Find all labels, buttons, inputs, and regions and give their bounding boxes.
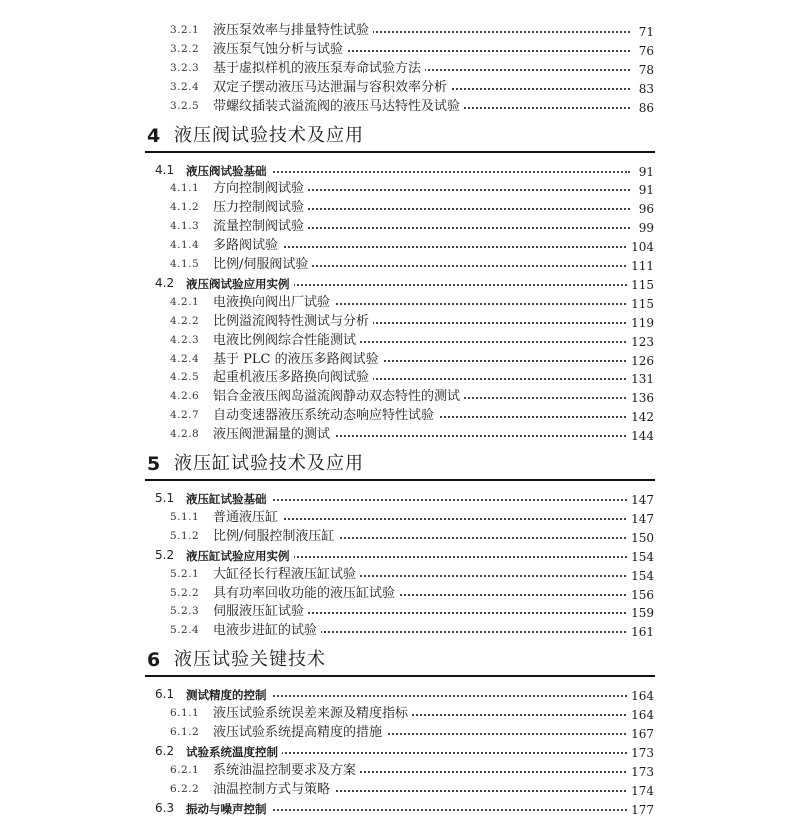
toc-title: 多路阀试验	[213, 237, 282, 255]
toc-subsection-row[interactable]	[0, 369, 800, 387]
toc-subsection-row[interactable]	[0, 781, 800, 799]
toc-subsection-row[interactable]	[0, 218, 800, 236]
toc-subsection-row[interactable]	[0, 585, 800, 603]
toc-page-number: 123	[628, 333, 654, 351]
toc-section-row[interactable]	[0, 162, 800, 180]
toc-number: 5.2.1	[170, 567, 200, 580]
toc-title: 流量控制阀试验	[213, 218, 308, 236]
toc-page-number: 86	[636, 99, 654, 117]
toc-title: 伺服液压缸试验	[213, 603, 308, 621]
toc-subsection-row[interactable]	[0, 60, 800, 78]
toc-page-number: 174	[628, 782, 654, 800]
toc-subsection-row[interactable]	[0, 724, 800, 742]
toc-title: 比例溢流阀特性测试与分析	[213, 313, 373, 331]
toc-title: 方向控制阀试验	[213, 180, 308, 198]
toc-page-number: 76	[636, 42, 654, 60]
toc-page-number: 131	[628, 370, 654, 388]
toc-number: 6.1.2	[170, 726, 200, 738]
toc-title: 油温控制方式与策略	[213, 781, 334, 799]
toc-title: 液压阀泄漏量的测试	[213, 426, 334, 444]
toc-subsection-row[interactable]	[0, 22, 800, 40]
toc-title: 基于 PLC 的液压多路阀试验	[213, 351, 383, 369]
toc-subsection-row[interactable]	[0, 41, 800, 59]
toc-title: 液压缸试验应用实例	[186, 547, 294, 565]
toc-number: 3.2.2	[170, 42, 200, 55]
toc-number: 4.2.6	[170, 390, 200, 403]
toc-page-number: 111	[628, 257, 654, 275]
toc-number: 5.2.3	[170, 605, 200, 618]
toc-number: 4.2.8	[170, 428, 200, 441]
toc-page-number: 173	[628, 763, 654, 781]
toc-title: 测试精度的控制	[186, 686, 271, 704]
chapter-heading[interactable]	[0, 452, 800, 476]
toc-page-number: 144	[628, 427, 654, 445]
toc-title: 比例/伺服控制液压缸	[213, 528, 338, 546]
toc-number: 6.2.1	[170, 763, 200, 776]
toc-number: 6.1	[155, 687, 175, 702]
chapter-number: 4	[147, 124, 161, 147]
toc-number: 4.1.4	[170, 239, 200, 252]
toc-subsection-row[interactable]	[0, 622, 800, 640]
toc-subsection-row[interactable]	[0, 199, 800, 217]
toc-page-number: 91	[636, 163, 654, 181]
toc-number: 4.2	[155, 275, 175, 290]
toc-page-number: 119	[628, 314, 654, 332]
toc-subsection-row[interactable]	[0, 237, 800, 255]
toc-number: 3.2.1	[170, 24, 200, 36]
toc-page-number: 164	[628, 706, 654, 724]
toc-section-row[interactable]	[0, 275, 800, 293]
toc-title: 系统油温控制要求及方案	[213, 762, 360, 780]
chapter-heading[interactable]	[0, 648, 800, 672]
chapter-heading[interactable]	[0, 124, 800, 148]
toc-page-number: 154	[628, 548, 654, 566]
toc-subsection-row[interactable]	[0, 566, 800, 584]
toc-title: 试验系统温度控制	[186, 743, 282, 761]
toc-number: 6.3	[155, 800, 175, 815]
toc-number: 4.2.3	[170, 333, 200, 346]
toc-title: 铝合金液压阀岛溢流阀静动双态特性的测试	[213, 388, 464, 406]
toc-section-row[interactable]	[0, 743, 800, 761]
toc-page-number: 142	[628, 408, 654, 426]
toc-page-number: 156	[628, 586, 654, 604]
toc-subsection-row[interactable]	[0, 98, 800, 116]
toc-page-number: 147	[628, 491, 654, 509]
toc-subsection-row[interactable]	[0, 79, 800, 97]
toc-title: 大缸径长行程液压缸试验	[213, 566, 360, 584]
toc-title: 比例/伺服阀试验	[213, 256, 312, 274]
toc-title: 液压试验系统误差来源及精度指标	[213, 705, 412, 723]
chapter-title: 液压试验关键技术	[174, 649, 326, 671]
toc-number: 6.2	[155, 743, 175, 758]
toc-page-number: 126	[628, 352, 654, 370]
toc-subsection-row[interactable]	[0, 388, 800, 406]
toc-section-row[interactable]	[0, 490, 800, 508]
toc-page-number: 115	[628, 276, 654, 294]
toc-subsection-row[interactable]	[0, 180, 800, 198]
toc-title: 电液比例阀综合性能测试	[213, 332, 360, 350]
toc-number: 4.1.2	[170, 201, 200, 214]
toc-subsection-row[interactable]	[0, 294, 800, 312]
toc-page-number: 96	[636, 200, 654, 218]
chapter-number: 5	[147, 453, 161, 475]
toc-title: 液压阀试验基础	[186, 162, 271, 180]
toc-page-number: 161	[628, 623, 654, 641]
toc-title: 起重机液压多路换向阀试验	[213, 369, 373, 387]
toc-title: 压力控制阀试验	[213, 199, 308, 217]
chapter-rule	[145, 479, 655, 481]
toc-section-row[interactable]	[0, 800, 800, 818]
toc-page-number: 164	[628, 687, 654, 705]
toc-number: 4.1	[155, 162, 175, 177]
toc-subsection-row[interactable]	[0, 426, 800, 444]
toc-number: 3.2.5	[170, 99, 200, 112]
toc-title: 液压泵气蚀分析与试验	[213, 41, 347, 59]
toc-title: 液压阀试验应用实例	[186, 275, 294, 293]
toc-number: 4.2.2	[170, 314, 200, 327]
toc-number: 5.1	[155, 491, 175, 505]
toc-subsection-row[interactable]	[0, 509, 800, 527]
toc-number: 4.1.5	[170, 258, 200, 270]
toc-page-number: 91	[636, 181, 654, 199]
chapter-rule	[145, 151, 655, 153]
toc-number: 4.2.7	[170, 409, 200, 422]
toc-subsection-row[interactable]	[0, 762, 800, 780]
toc-number: 6.1.1	[170, 707, 200, 720]
toc-number: 5.1.2	[170, 529, 200, 542]
toc-page-number: 99	[636, 219, 654, 237]
toc-page-number: 83	[636, 80, 654, 98]
toc-number: 3.2.4	[170, 80, 200, 93]
toc-page-number: 136	[628, 389, 654, 407]
toc-page-number: 71	[636, 23, 654, 41]
toc-subsection-row[interactable]	[0, 705, 800, 723]
toc-number: 4.2.1	[170, 295, 200, 308]
toc-number: 3.2.3	[170, 61, 200, 74]
toc-title: 带螺纹插装式溢流阀的液压马达特性及试验	[213, 98, 464, 116]
toc-title: 电液换向阀出厂试验	[213, 294, 334, 312]
toc-page-number: 78	[636, 61, 654, 79]
toc-number: 5.1.1	[170, 510, 200, 523]
toc-section-row[interactable]	[0, 547, 800, 565]
toc-title: 液压缸试验基础	[186, 490, 271, 508]
toc-subsection-row[interactable]	[0, 256, 800, 274]
toc-number: 6.2.2	[170, 782, 200, 795]
toc-page-number: 159	[628, 604, 654, 622]
chapter-number: 6	[147, 649, 161, 672]
toc-number: 4.2.5	[170, 371, 200, 384]
toc-title: 自动变速器液压系统动态响应特性试验	[213, 407, 438, 425]
toc-section-row[interactable]	[0, 686, 800, 704]
toc-number: 4.2.4	[170, 352, 200, 365]
toc-page-number: 147	[628, 510, 654, 528]
toc-title: 振动与噪声控制	[186, 800, 271, 818]
toc-title: 液压试验系统提高精度的措施	[213, 724, 386, 742]
chapter-title: 液压缸试验技术及应用	[174, 453, 364, 474]
toc-number: 5.2.2	[170, 586, 200, 599]
toc-subsection-row[interactable]	[0, 407, 800, 425]
toc-subsection-row[interactable]	[0, 351, 800, 369]
toc-title: 具有功率回收功能的液压缸试验	[213, 585, 399, 603]
toc-page-number: 154	[628, 567, 654, 585]
toc-subsection-row[interactable]	[0, 332, 800, 350]
toc-number: 4.1.3	[170, 220, 200, 233]
chapter-rule	[145, 675, 655, 677]
toc-page-number: 177	[628, 801, 654, 819]
toc-number: 4.1.1	[170, 182, 200, 195]
toc-page-number: 115	[628, 295, 654, 313]
chapter-title: 液压阀试验技术及应用	[174, 124, 364, 146]
toc-subsection-row[interactable]	[0, 603, 800, 621]
toc-title: 液压泵效率与排量特性试验	[213, 22, 373, 40]
toc-subsection-row[interactable]	[0, 528, 800, 546]
toc-title: 电液步进缸的试验	[213, 622, 321, 640]
toc-subsection-row[interactable]	[0, 313, 800, 331]
toc-page-number: 150	[628, 529, 654, 547]
toc-page-number: 167	[628, 725, 654, 743]
toc-page-number: 104	[628, 238, 654, 256]
toc-number: 5.2	[155, 547, 175, 562]
toc-title: 双定子摆动液压马达泄漏与容积效率分析	[213, 79, 451, 97]
toc-number: 5.2.4	[170, 624, 200, 637]
toc-page-number: 173	[628, 744, 654, 762]
toc-title: 基于虚拟样机的液压泵寿命试验方法	[213, 60, 425, 78]
toc-title: 普通液压缸	[213, 509, 282, 527]
